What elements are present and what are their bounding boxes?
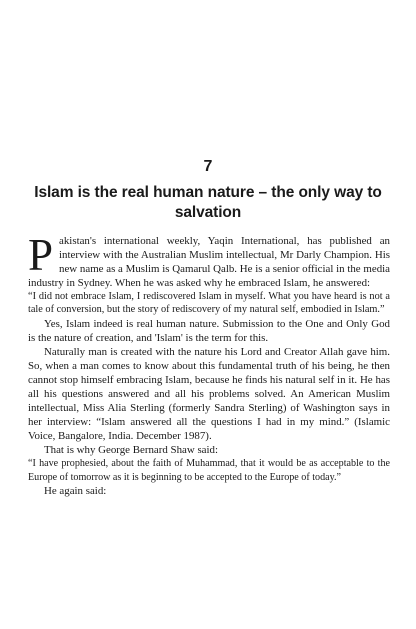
paragraph-intro-text: akistan's international weekly, Yaqin International, has published an interview with the Australian Muslim intellectual, Mr Darly Champion. His new name as a Muslim is Qamarul Qalb. He is a senior official in the media industry in Sydney. When he was asked why he embraced Islam, he answered:	[28, 235, 390, 290]
paragraph-again-said: He again said:	[44, 484, 107, 497]
paragraph-intro	[28, 230, 390, 290]
paragraph-islam-nature: Yes, Islam indeed is real human nature. Submission to the One and Only God is the nature of creation, and 'Islam' is the term for this.	[28, 317, 390, 344]
quote-shaw: “I have prophesied, about the faith of Muhammad, that it would be as acceptable to the Europe of tomorrow as it is beginning to be accepted to the Europe of today.”	[28, 458, 390, 483]
chapter-title: Islam is the real human nature – the only way to salvation	[34, 184, 382, 221]
chapter-number: 7	[203, 158, 213, 175]
paragraph-naturally: Naturally man is created with the nature his Lord and Creator Allah gave him. So, when a man comes to know about this fundamental truth of his being, he then cannot stop himself embracing Islam, because he finds his natural self in it. He has all his questions answered and all his problems solved. An American Muslim intellectual, Miss Alia Sterling (formerly Sandra Sterling) of Washington says in her interview: “Islam answered all the questions I had in my mind.” (Islamic Voice, Bangalore, India. December 1987).	[28, 345, 390, 443]
chapter-body	[28, 230, 390, 498]
paragraph-shaw-intro: That is why George Bernard Shaw said:	[44, 444, 219, 457]
quote-champion: “I did not embrace Islam, I rediscovered Islam in myself. What you have heard is not a tale of conversion, but the story of rediscovery of my natural self, embodied in Islam.”	[28, 291, 390, 316]
drop-cap: P	[28, 230, 54, 280]
